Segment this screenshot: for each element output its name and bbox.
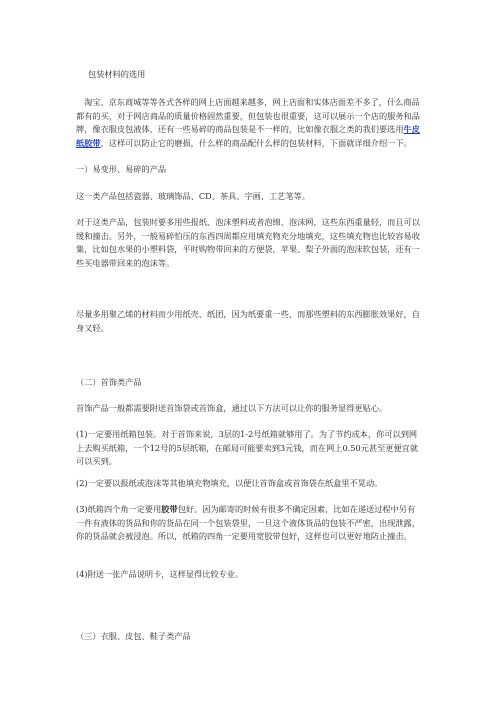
kraft-tape-link[interactable]: 牛皮纸胶带 xyxy=(76,124,420,148)
section-heading-3: （三）衣服、皮包、鞋子类产品 xyxy=(76,631,191,641)
jewelry-3-text-start: (3)纸箱四个角一定要用 xyxy=(76,504,162,514)
paragraph-jewelry-4: (4)附送一张产品说明卡，这样显得比较专业。 xyxy=(76,569,244,579)
intro-text-start: 淘宝、京东商城等等各式各样的网上店面越来越多，网上店面和实体店面差不多了，什么商品都有的买，对于网店商品的质量价格固然重要，但包装也很重要，这可以展示一个店的服务和品牌，像衣服皮包液体，还有一些易碎的商品包装是不一样的，比如像衣服之类的我们要选用 xyxy=(76,97,420,135)
intro-paragraph xyxy=(76,96,422,150)
paragraph-jewelry-2: (2)一定要以报纸或泡沫等其他填充物填充，以便让首饰盒或首饰袋在纸盒里不晃动。 xyxy=(76,478,383,488)
paragraph-fragile-packing: 对于这类产品，包装时要多用些报纸、泡沫塑料或者泡绵、泡沫网，这些东西重量轻，而且可以缓和撞击。另外，一般易碎怕压的东西四周都应用填充物充分地填充，这些填充物也比较容易收集，比如包水果的小塑料袋，平时购物带回来的方便袋，苹果、梨子外面的泡沫软包装，还有一些买电器带回来的泡沫等。 xyxy=(76,217,420,268)
page-title: 包装材料的选用 xyxy=(88,69,146,79)
paragraph-fragile-items: 这一类产品包括瓷器、玻璃饰品、CD、茶具、字画、工艺笔等。 xyxy=(76,191,310,201)
jewelry-3-text-end: 包好。因为邮寄的时候有很多不确定因素，比如在递送过程中另有一件有液体的货品和你的货品在同一个包装袋里，一旦这个液体货品的包装不严密，出现泄露，你的货品就会被浸泡。所以，纸箱的四角一定要用宽胶带包好，这样也可以更好地防止撞击。 xyxy=(76,504,420,542)
paragraph-polyethylene: 尽量多用聚乙烯的材料而少用纸壳、纸团，因为纸要重一些，而那些塑料的东西膨胀效果好，自身又轻。 xyxy=(76,309,420,333)
paragraph-jewelry-3 xyxy=(76,503,422,544)
section-heading-2: （二）首饰类产品 xyxy=(76,377,142,387)
intro-text-end: ，这样可以防止它的磨损，什么样的商品配什么样的包装材料，下面就详细介绍一下。 xyxy=(100,137,412,148)
section-heading-1: 一）易变形、易碎的产品 xyxy=(76,164,167,174)
paragraph-jewelry-intro: 首饰产品一般都需要附送首饰袋或首饰盒，通过以下方法可以让你的服务显得更贴心。 xyxy=(76,403,388,413)
tape-keyword: 胶带 xyxy=(161,504,178,514)
paragraph-jewelry-1: (1)一定要用纸箱包装。对于首饰来说，3层的1-2号纸箱就够用了。为了节约成本，你可以到网上去购买纸箱，一个12号的5层纸箱，在邮局可能要卖到3元钱，而在网上0.50元甚至更便宜就可以买到。 xyxy=(76,429,419,467)
